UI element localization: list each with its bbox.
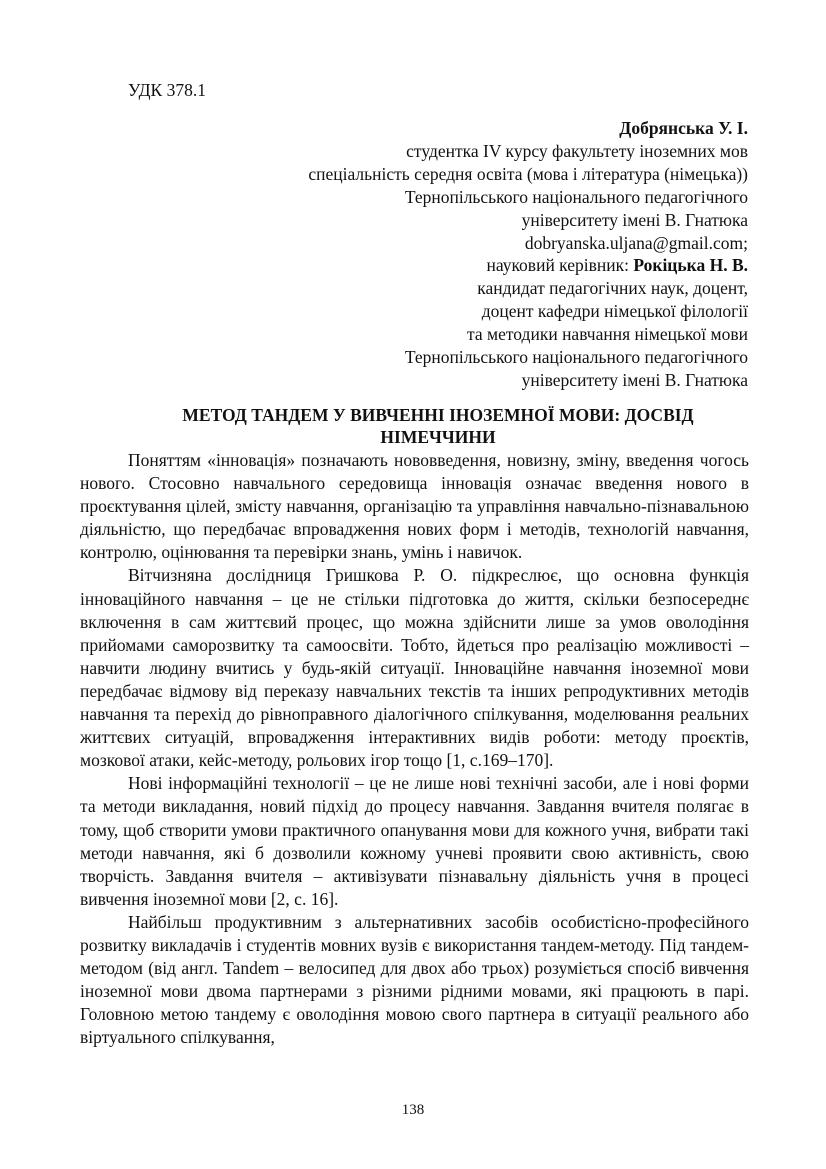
- author-affiliation-line: студентка IV курсу факультету іноземних мов: [406, 140, 748, 161]
- author-affiliation-line: Тернопільського національного педагогічного: [404, 186, 748, 207]
- body-paragraph: Найбільш продуктивним з альтернативних засобів особистісно-професійного розвитку викладачів і студентів мовних вузів є використання тандем-методу. Під тандем-методом (від англ. Tandem – велосипед для двох або трьох) розуміється спосіб вивчення іноземної мови двома партнерами з різними рідними мовами, які працюють в парі. Головною метою тандему є оволодіння мовою свого партнера в ситуації реального або віртуального спілкування,: [80, 911, 749, 1048]
- supervisor-affiliation-line: Тернопільського національного педагогічного: [404, 347, 748, 368]
- author-block: [148, 117, 748, 392]
- author-email: dobryanska.uljana@gmail.com;: [524, 232, 748, 253]
- body-paragraph: Нові інформаційні технології – це не лише нові технічні засоби, але і нові форми та методи викладання, новий підхід до процесу навчання. Завдання вчителя полягає в тому, щоб створити умови практичного опанування мови для кожного учня, вибрати такі методи навчання, які б дозволили кожному учневі проявити свою активність, свою творчість. Завдання вчителя – активізувати пізнавальну діяльність учня в процесі вивчення іноземної мови [2, с. 16].: [80, 773, 749, 909]
- supervisor-affiliation-line: та методики навчання німецької мови: [467, 324, 748, 345]
- author-affiliation-line: університету імені В. Гнатюка: [521, 209, 748, 230]
- supervisor-affiliation-line: доцент кафедри німецької філології: [481, 301, 748, 322]
- supervisor-affiliation-line: кандидат педагогічних наук, доцент,: [477, 278, 748, 299]
- udc-code: УДК 378.1: [128, 80, 206, 100]
- supervisor-affiliation-line: університету імені В. Гнатюка: [521, 369, 748, 390]
- supervisor-line: [148, 254, 748, 277]
- article-title: [128, 404, 748, 448]
- supervisor-prefix: науковий керівник:: [486, 255, 634, 276]
- author-name: Добрянська У. І.: [619, 118, 748, 138]
- body-paragraph: Вітчизняна дослідниця Гришкова Р. О. підкреслює, що основна функція інноваційного навчання – це не стільки підготовка до життя, скільки безпосереднє включення в сам життєвий процес, що можна здійснити лише за умов оволодіння прийомами саморозвитку та самоосвіти. Тобто, йдеться про реалізацію можливості – навчити людину вчитись у будь-якій ситуації. Інноваційне навчання іноземної мови передбачає відмову від переказу навчальних текстів та інших репродуктивних методів навчання та перехід до рівноправного діалогічного спілкування, моделювання реальних життєвих ситуацій, впровадження інтерактивних видів роботи: методу проєктів, мозкової атаки, кейс-методу, рольових ігор тощо [1, с.169–170].: [80, 565, 749, 771]
- article-title-line: МЕТОД ТАНДЕМ У ВИВЧЕННІ ІНОЗЕМНОЇ МОВИ: ДОСВІД: [182, 405, 694, 425]
- page-number: 138: [401, 1102, 425, 1118]
- article-title-line: НІМЕЧЧИНИ: [380, 427, 496, 447]
- body-paragraph: Поняттям «інновація» позначають нововведення, новизну, зміну, введення чогось нового. Стосовно навчального середовища інновація означає введення нового в проєктування цілей, змісту навчання, організацію та управління навчально-пізнавальною діяльністю, що передбачає впровадження нових форм і методів, технологій навчання, контролю, оцінювання та перевірки знань, умінь і навичок.: [80, 450, 749, 563]
- article-body: [80, 449, 749, 1049]
- author-affiliation-line: спеціальність середня освіта (мова і література (німецька)): [308, 163, 748, 184]
- supervisor-name: Рокіцька Н. В.: [633, 255, 748, 276]
